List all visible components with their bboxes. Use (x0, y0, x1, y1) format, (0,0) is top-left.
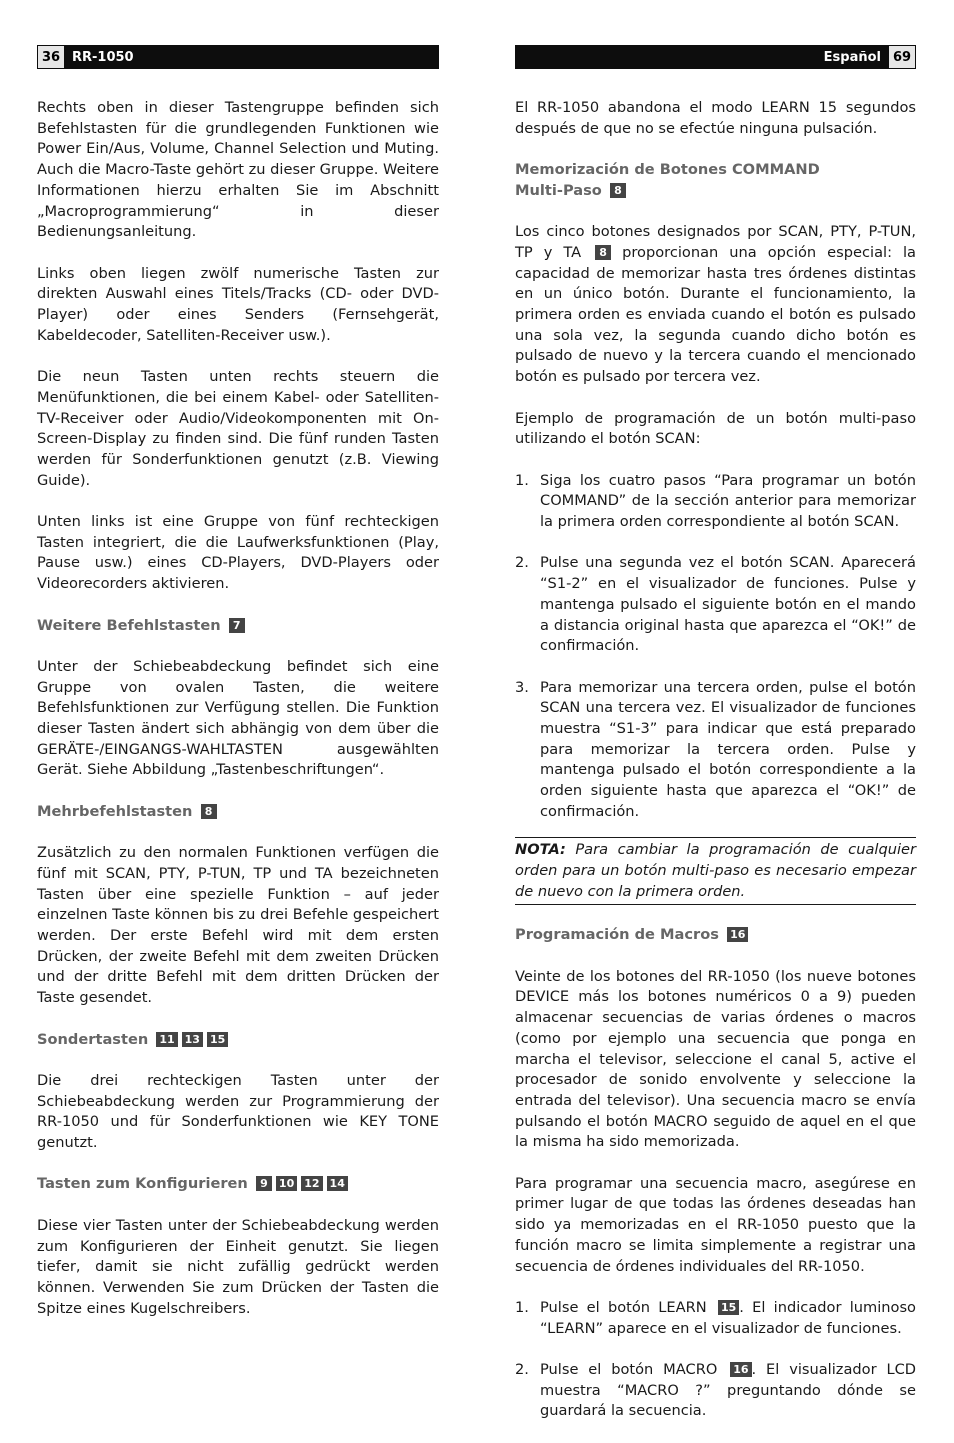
step-text: . El visualizador LCD muestra “MACRO ?” preguntando dónde se guardará la secuencia. (540, 1361, 917, 1420)
paragraph: Ejemplo de programación de un botón multi-paso utilizando el botón SCAN: (515, 409, 916, 448)
list-item (515, 1360, 916, 1422)
text-run: Los cinco botones designados por SCAN, PTY, P-TUN, TP y TA (515, 223, 916, 261)
key-number-badge: 15 (207, 1032, 228, 1047)
key-number-badge: 9 (256, 1176, 272, 1191)
paragraph: Zusätzlich zu den normalen Funktionen verfügen die fünf mit SCAN, PTY, P-TUN, TP und TA bezeichneten Tasten über eine spezielle Funktion – auf jeder einzelnen Taste können bis zu drei Befehle gespeichert werden. Der erste Befehl wird mit dem ersten Drücken, der zweite Befehl mit dem zweiten Drücken und der dritte Befehl mit dem dritten Drücken der Taste gesendet. (37, 844, 439, 1007)
step-number: 1. (515, 1298, 529, 1316)
heading-text: Multi-Paso (515, 181, 602, 199)
paragraph: Para programar una secuencia macro, asegúrese en primer lugar de que todas las órdenes deseadas han sido ya memorizadas en el RR-1050 puesto que la función macro se limita simplemente a registrar una secuencia de órdenes individuales del RR-1050. (515, 1174, 916, 1275)
list-item (515, 471, 916, 533)
key-number-badge: 14 (327, 1176, 348, 1191)
paragraph: Unten links ist eine Gruppe von fünf rechteckigen Tasten integriert, die die Laufwerksfunktionen (Play, Pause usw.) eines CD-Players, DVD-Players oder Videorecorders aktivieren. (37, 513, 439, 593)
step-number: 2. (515, 554, 529, 572)
section-heading-mehr (37, 802, 439, 823)
paragraph: Die drei rechteckigen Tasten unter der Schiebeabdeckung werden zur Programmierung der RR-1050 und für Sonderfunktionen wie KEY TONE genutzt. (37, 1071, 439, 1152)
left-column (37, 98, 439, 1340)
note-box (515, 837, 916, 905)
steps-list (515, 1298, 916, 1422)
step-number: 3. (515, 678, 529, 696)
heading-text: Weitere Befehlstasten (37, 616, 221, 634)
step-text: Pulse el botón LEARN (540, 1298, 707, 1316)
key-number-badge: 16 (730, 1362, 751, 1377)
step-text: Para memorizar una tercera orden, pulse el botón SCAN una tercera vez. El visualizador de funciones muestra “S1-3” para indicar que está preparado para memorizar la tercera orden. Pulse y mantenga pulsado el botón correspondiente a la orden siguiente hasta que aparezca el “OK!” de confirmación. (540, 678, 916, 820)
note-text: Para cambiar la programación de cualquier orden para un botón multi-paso es necesario empezar de nuevo con la primera orden. (515, 841, 916, 900)
heading-text: Mehrbefehlstasten (37, 802, 193, 820)
step-text: Pulse el botón MACRO (540, 1361, 718, 1379)
section-heading-macro (515, 925, 916, 946)
heading-text: Memorización de Botones COMMAND (515, 161, 820, 179)
key-number-badge: 8 (610, 183, 626, 198)
page-number-left: 36 (38, 46, 64, 68)
section-heading-command (515, 160, 916, 201)
key-number-badge: 12 (301, 1176, 322, 1191)
steps-list (515, 471, 916, 823)
step-text: Siga los cuatro pasos “Para programar un botón COMMAND” de la sección anterior para memorizar la primera orden correspondiente al botón SCAN. (540, 471, 916, 530)
note-label: NOTA: (515, 841, 566, 859)
paragraph: Diese vier Tasten unter der Schiebeabdeckung werden zum Konfigurieren der Einheit genutzt. Sie liegen tiefer, damit sie nicht zufällig gedrückt werden können. Verwenden Sie zum Drücken der Tasten die Spitze eines Kugelschreibers. (37, 1216, 439, 1317)
heading-text: Sondertasten (37, 1030, 149, 1048)
step-number: 1. (515, 471, 529, 489)
heading-text: Tasten zum Konfigurieren (37, 1175, 248, 1193)
section-heading-konfig (37, 1174, 439, 1195)
key-number-badge: 11 (156, 1032, 177, 1047)
step-number: 2. (515, 1361, 529, 1379)
list-item (515, 678, 916, 823)
key-number-badge: 10 (276, 1176, 297, 1191)
heading-text: Programación de Macros (515, 926, 719, 944)
list-item (515, 1298, 916, 1339)
key-number-badge: 16 (727, 927, 748, 942)
header-title-right: Español (823, 49, 881, 65)
paragraph: Unter der Schiebeabdeckung befindet sich eine Gruppe von ovalen Tasten, die weitere Befehlsfunktionen zur Verfügung stellen. Die Funktion dieser Tasten ändert sich abhängig von dem über die GERÄTE-/EINGANGS-WAHLTASTEN ausgewählten Gerät. Siehe Abbildung „Tastenbeschriftungen“. (37, 657, 439, 779)
key-number-badge: 15 (718, 1300, 739, 1315)
header-bar-left (37, 45, 439, 69)
header-bar-right (515, 45, 916, 69)
paragraph: El RR-1050 abandona el modo LEARN 15 segundos después de que no se efectúe ninguna pulsación. (515, 99, 916, 137)
key-number-badge: 8 (201, 804, 217, 819)
right-column (515, 98, 916, 1443)
key-number-badge: 13 (182, 1032, 203, 1047)
header-title-left: RR-1050 (72, 49, 134, 65)
section-heading-weitere (37, 616, 439, 637)
paragraph: Veinte de los botones del RR-1050 (los nueve botones DEVICE más los botones numéricos 0 a 9) pueden almacenar secuencias de varias órdenes o macros (como por ejemplo una secuencia que ponga en marcha el televisor, seleccione el canal 5, active el procesador de sonido envolvente y seleccione la entrada del televisor). Una secuencia macro se envía pulsando el botón MACRO seguido de aquel en el que la misma ha sido memorizada. (515, 967, 916, 1151)
paragraph: Links oben liegen zwölf numerische Tasten zur direkten Auswahl eines Titels/Tracks (CD- oder DVD-Player) oder eines Senders (Fernsehgerät, Kabeldecoder, Satelliten-Receiver usw.). (37, 264, 439, 344)
key-number-badge: 7 (229, 618, 245, 633)
step-text: Pulse una segunda vez el botón SCAN. Aparecerá “S1-2” en el visualizador de funciones. Pulse y mantenga pulsado el siguiente botón en el mando a distancia original hasta que aparezca el “OK!” de confirmación. (540, 554, 916, 655)
page-number-right: 69 (889, 46, 915, 68)
list-item (515, 553, 916, 657)
step-text: . El indicador luminoso “LEARN” aparece en el visualizador de funciones. (540, 1298, 916, 1337)
section-heading-sonder (37, 1030, 439, 1051)
paragraph: Rechts oben in dieser Tastengruppe befinden sich Befehlstasten für die grundlegenden Funktionen wie Power Ein/Aus, Volume, Channel Selection und Muting. Auch die Macro-Taste gehört zu dieser Gruppe. Weitere Informationen hierzu erhalten Sie im Abschnitt „Macroprogrammierung“ in dieser Bedienungsanleitung. (37, 99, 439, 241)
key-number-badge: 8 (595, 245, 611, 260)
text-run: proporcionan una opción especial: la capacidad de memorizar hasta tres órdenes distintas en un único botón. Durante el funcionamiento, la primera orden es enviada cuando el botón es pulsado una sola vez, la segunda cuando dicho botón es pulsado de nuevo y la tercera cuando el mencionado botón es pulsado por tercera vez. (515, 243, 916, 386)
paragraph: Die neun Tasten unten rechts steuern die Menüfunktionen, die bei einem Kabel- oder Satelliten-TV-Receiver oder Audio/Videokomponenten mit On-Screen-Display zu finden sind. Die fünf runden Tasten werden für Sonderfunktionen genutzt (z.B. Viewing Guide). (37, 368, 439, 489)
paragraph (515, 222, 916, 388)
